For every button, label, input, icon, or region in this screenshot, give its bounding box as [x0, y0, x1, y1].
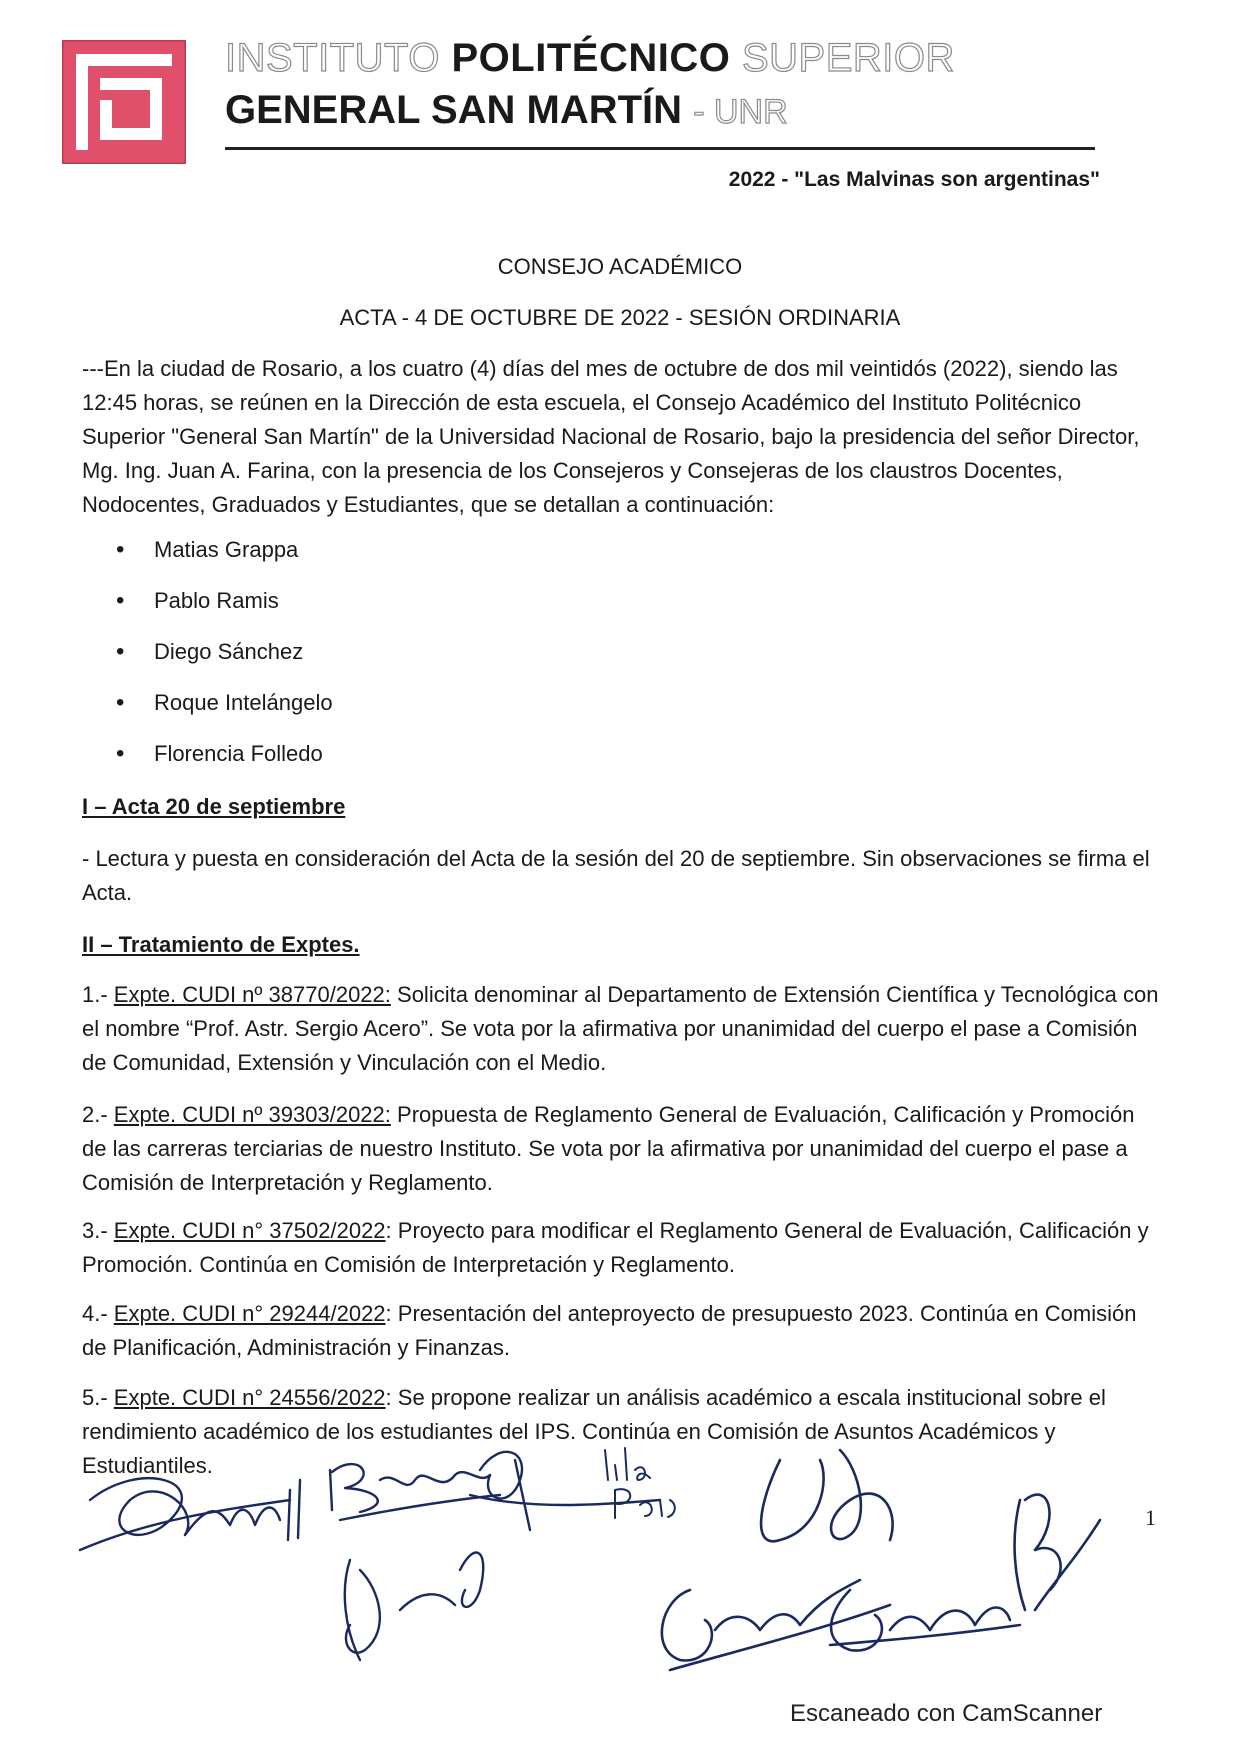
institute-name-line1: [225, 36, 955, 81]
item-number: 2.-: [82, 1102, 114, 1127]
institute-name-word1: INSTITUTO: [225, 36, 440, 80]
expte-reference: Expte. CUDI nº 39303/2022:: [113, 1102, 391, 1127]
section-1-title: I – Acta 20 de septiembre: [82, 794, 346, 819]
item-text: : Presentación del anteproyecto de presupuesto 2023. Continúa en Comisión de Planificación, Administración y Finanzas.: [82, 1301, 1137, 1360]
list-item: • Matias Grappa: [112, 533, 333, 584]
signature-5: [830, 1495, 1100, 1651]
members-list: [112, 533, 333, 788]
page-number: 1: [1145, 1505, 1156, 1530]
signature-2: [330, 1464, 500, 1520]
scanner-watermark: Escaneado con CamScanner: [790, 1700, 1103, 1727]
expte-item-3: [82, 1214, 1162, 1282]
acta-title: ACTA - 4 DE OCTUBRE DE 2022 - SESIÓN ORDINARIA: [339, 305, 901, 330]
list-item: • Pablo Ramis: [112, 584, 333, 635]
expte-reference: Expte. CUDI n° 29244/2022: [113, 1301, 386, 1326]
signature-note: [605, 1448, 675, 1518]
year-motto: 2022 - "Las Malvinas son argentinas": [728, 168, 1100, 191]
list-item: • Roque Intelángelo: [112, 686, 333, 737]
expte-reference: Expte. CUDI nº 38770/2022:: [113, 982, 391, 1007]
institute-name-general: GENERAL SAN MARTÍN: [225, 88, 683, 132]
signature-4: [662, 1450, 893, 1670]
signature-3: [345, 1452, 660, 1660]
item-number: 5.-: [82, 1385, 114, 1410]
header-divider: [225, 147, 1095, 150]
institute-name-unr: - UNR: [693, 93, 788, 131]
institute-name-word3: SUPERIOR: [741, 36, 955, 80]
intro-paragraph: ---En la ciudad de Rosario, a los cuatro (4) días del mes de octubre de dos mil veintidós (2022), siendo las 12:45 horas, se reúnen en la Dirección de esta escuela, el Consejo Académico del Instituto Politécnico Superior "General San Martín" de la Universidad Nacional de Rosario, bajo la presidencia del señor Director, Mg. Ing. Juan A. Farina, con la presencia de los Consejeros y Consejeras de los claustros Docentes, Nodocentes, Graduados y Estudiantes, que se detallan a continuación:: [82, 356, 1140, 517]
institute-name-word2: POLITÉCNICO: [451, 36, 731, 80]
signatures: [60, 1440, 1160, 1690]
list-item: • Diego Sánchez: [112, 635, 333, 686]
item-number: 1.-: [82, 982, 114, 1007]
section-2-title: II – Tratamiento de Exptes.: [82, 932, 360, 957]
council-heading: CONSEJO ACADÉMICO: [497, 254, 743, 279]
institute-name-line2: [225, 88, 788, 133]
list-item: • Florencia Folledo: [112, 737, 333, 788]
expte-item-1: [82, 978, 1162, 1080]
signature-1: [80, 1478, 300, 1550]
item-number: 4.-: [82, 1301, 114, 1326]
expte-item-2: [82, 1098, 1162, 1200]
item-text: Solicita denominar al Departamento de Extensión Científica y Tecnológica con el nombre “Prof. Astr. Sergio Acero”. Se vota por la afirmativa por unanimidad del cuerpo el pase a Comisión de Comunidad, Extensión y Vinculación con el Medio.: [82, 982, 1159, 1075]
expte-reference: Expte. CUDI n° 37502/2022: [113, 1218, 386, 1243]
expte-item-4: [82, 1297, 1162, 1365]
item-number: 3.-: [82, 1218, 114, 1243]
item-text: : Se propone realizar un análisis académico a escala institucional sobre el rendimiento académico de los estudiantes del IPS. Continúa en Comisión de Asuntos Académicos y Estudiantiles.: [82, 1385, 1106, 1478]
expte-reference: Expte. CUDI n° 24556/2022: [113, 1385, 386, 1410]
item-text: : Proyecto para modificar el Reglamento General de Evaluación, Calificación y Promoción. Continúa en Comisión de Interpretación y Reglamento.: [82, 1218, 1149, 1277]
institute-logo: [62, 40, 186, 164]
item-text: Propuesta de Reglamento General de Evaluación, Calificación y Promoción de las carreras terciarias de nuestro Instituto. Se vota por la afirmativa por unanimidad del cuerpo el pase a Comisión de Interpretación y Reglamento.: [82, 1102, 1135, 1195]
section-1-body: - Lectura y puesta en consideración del Acta de la sesión del 20 de septiembre. Sin observaciones se firma el Acta.: [82, 846, 1150, 905]
